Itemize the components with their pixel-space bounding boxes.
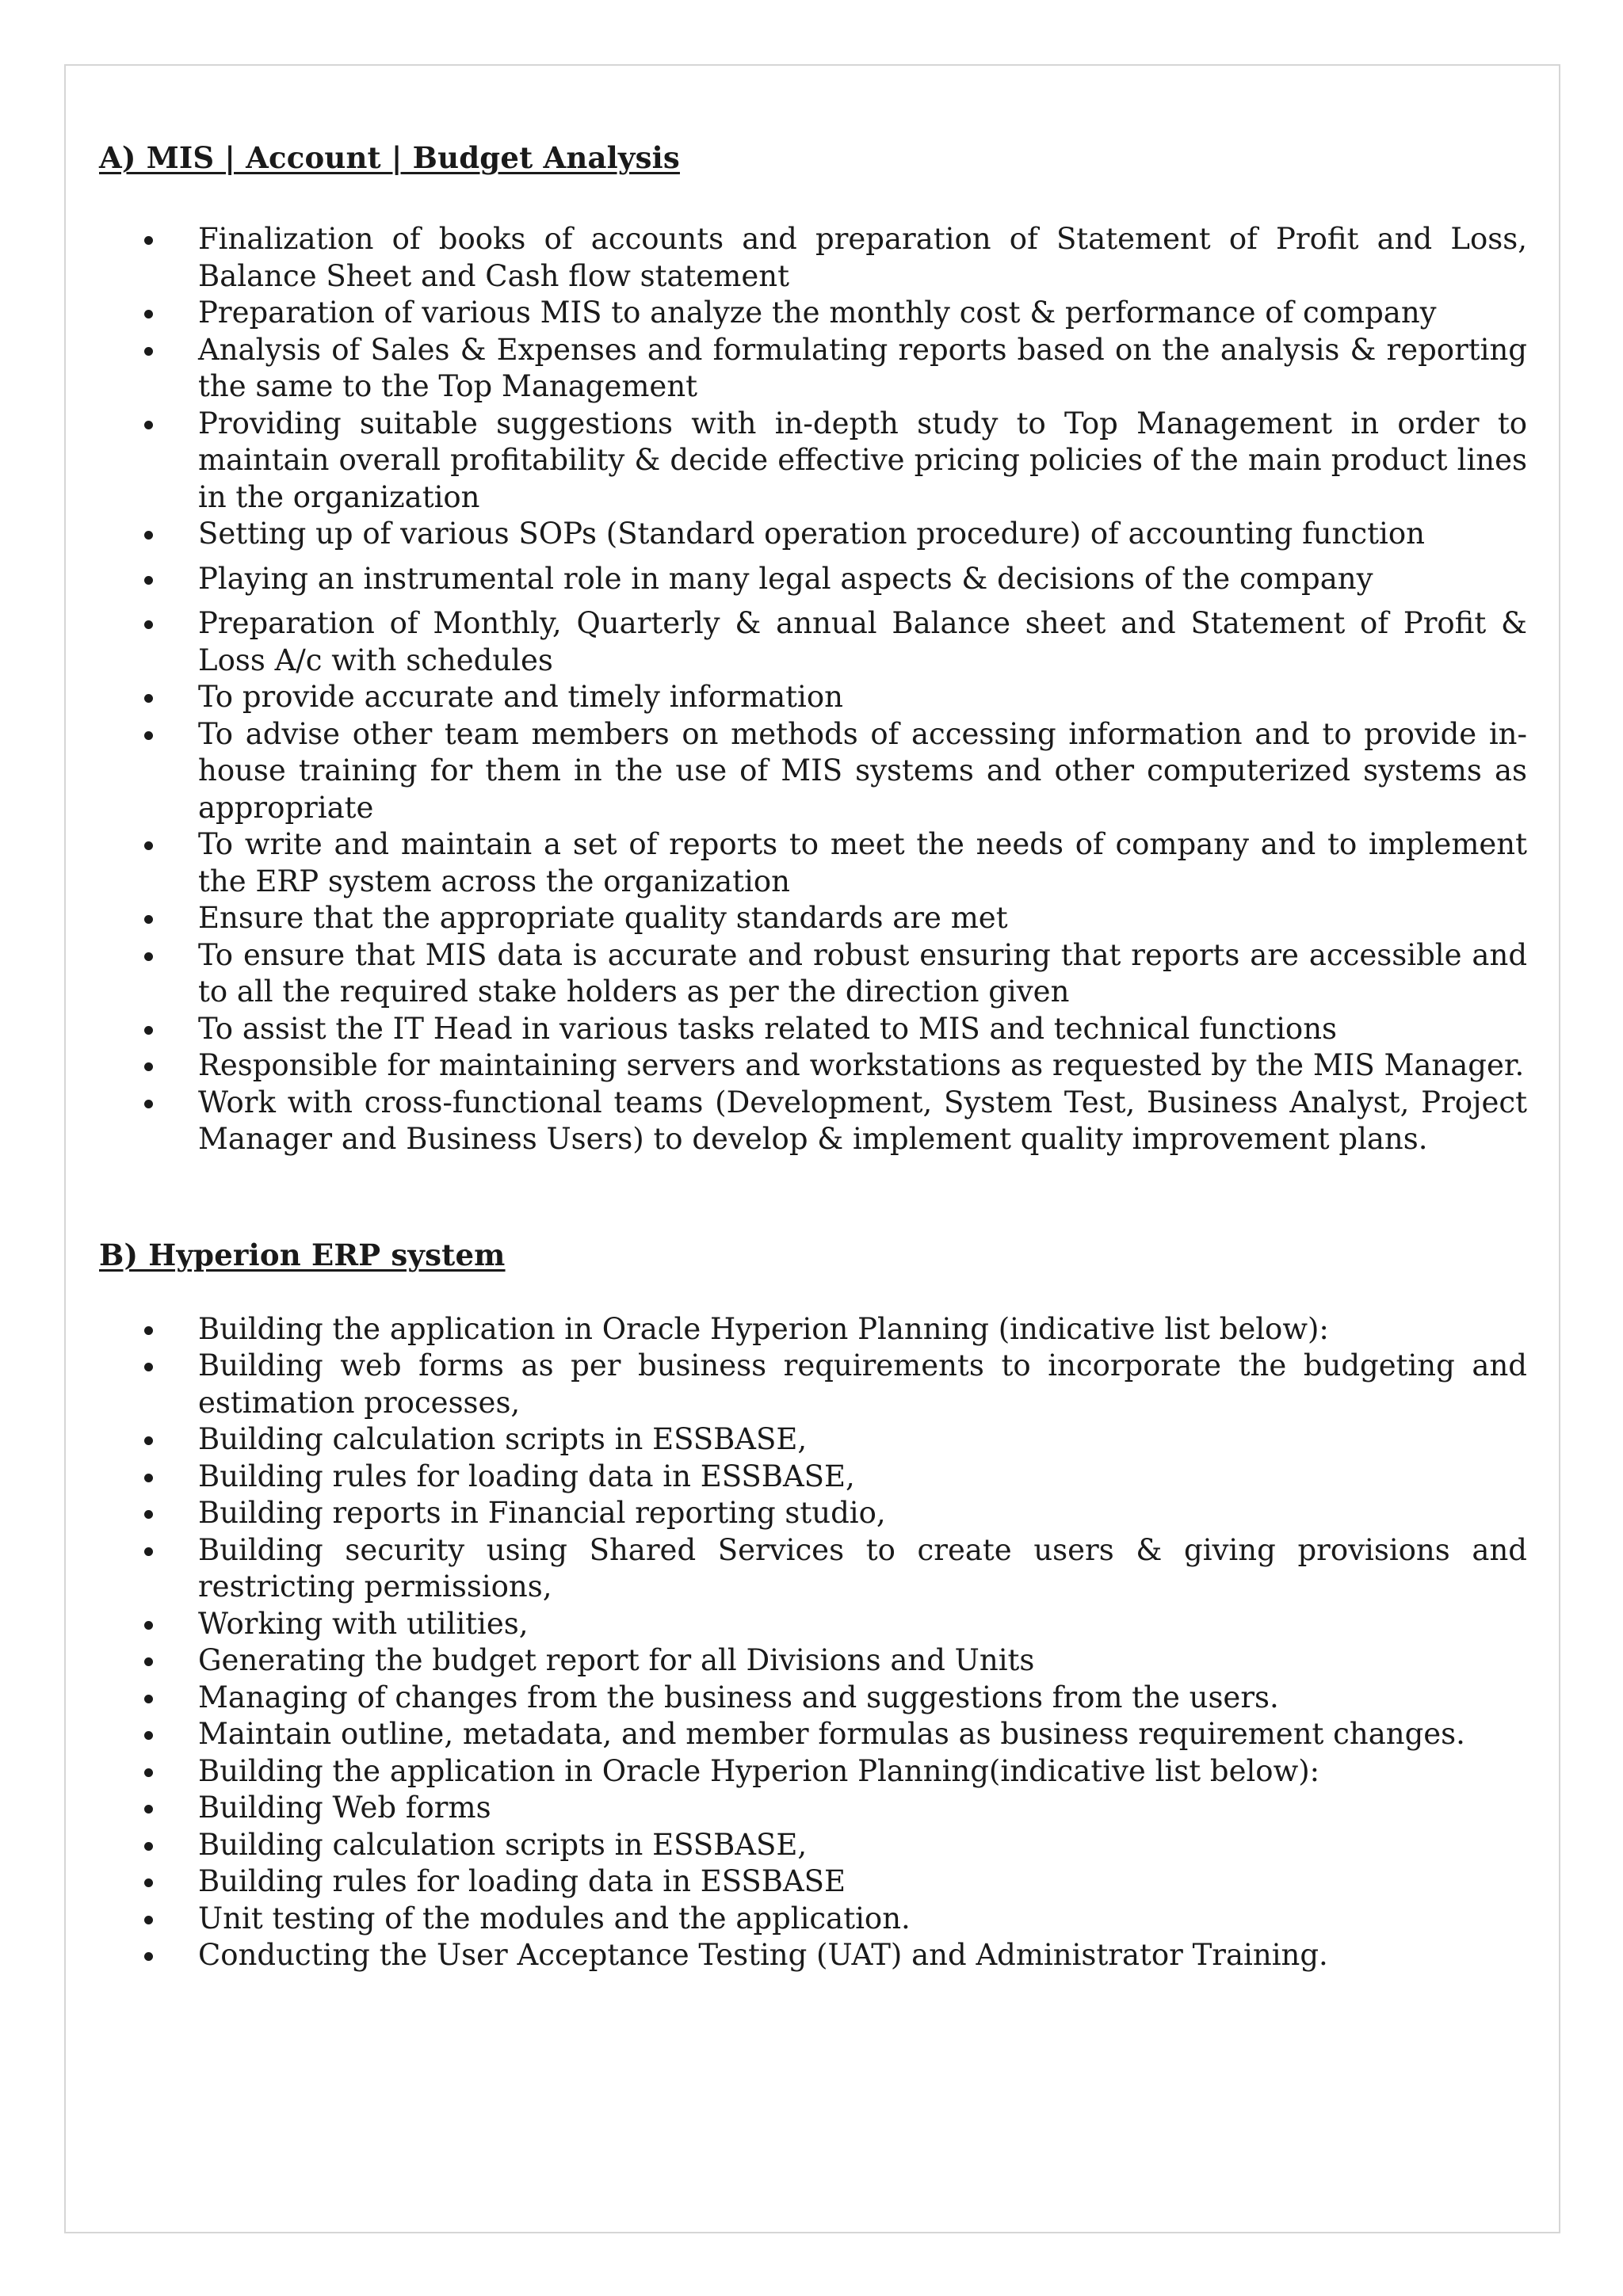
list-item: Building calculation scripts in ESSBASE,	[99, 1827, 1527, 1864]
bullet-icon	[144, 620, 153, 629]
list-item: Analysis of Sales & Expenses and formulating reports based on the analysis & reporting the same to the Top Management	[99, 332, 1527, 406]
list-item: Finalization of books of accounts and preparation of Statement of Profit and Loss, Balance Sheet and Cash flow statement	[99, 221, 1527, 295]
bullet-icon	[144, 952, 153, 961]
bullet-icon	[144, 841, 153, 850]
list-item: Preparation of various MIS to analyze the monthly cost & performance of company	[99, 295, 1527, 332]
list-item: Building security using Shared Services to create users & giving provisions and restricting permissions,	[99, 1532, 1527, 1606]
document-body	[99, 133, 1527, 1974]
list-item: Preparation of Monthly, Quarterly & annual Balance sheet and Statement of Profit & Loss A/c with schedules	[99, 605, 1527, 679]
bullet-list	[99, 1311, 1527, 1974]
bullet-icon	[144, 347, 153, 356]
bullet-icon	[144, 531, 153, 540]
bullet-icon	[144, 576, 153, 585]
bullet-icon	[144, 1768, 153, 1777]
bullet-icon	[144, 1363, 153, 1371]
list-item: Building the application in Oracle Hyperion Planning (indicative list below):	[99, 1311, 1527, 1348]
bullet-icon	[144, 1952, 153, 1961]
bullet-icon	[144, 310, 153, 318]
bullet-list	[99, 221, 1527, 1158]
list-item: Building the application in Oracle Hyperion Planning(indicative list below):	[99, 1753, 1527, 1791]
bullet-icon	[144, 1731, 153, 1740]
list-item: To advise other team members on methods of accessing information and to provide in-house training for them in the use of MIS systems and other computerized systems as appropriate	[99, 716, 1527, 827]
list-item: Building rules for loading data in ESSBASE,	[99, 1459, 1527, 1496]
bullet-icon	[144, 731, 153, 740]
list-item: To provide accurate and timely information	[99, 679, 1527, 716]
bullet-icon	[144, 1805, 153, 1814]
section-heading: B) Hyperion ERP system	[99, 1237, 506, 1272]
list-item: Building web forms as per business requirements to incorporate the budgeting and estimation processes,	[99, 1348, 1527, 1421]
bullet-icon	[144, 1326, 153, 1335]
bullet-icon	[144, 694, 153, 703]
list-item: Building rules for loading data in ESSBASE	[99, 1863, 1527, 1901]
bullet-icon	[144, 1474, 153, 1482]
section-hyperion-erp	[99, 1230, 1527, 1974]
bullet-icon	[144, 1657, 153, 1666]
list-item: To ensure that MIS data is accurate and robust ensuring that reports are accessible and to all the required stake holders as per the direction given	[99, 937, 1527, 1011]
list-item: Providing suitable suggestions with in-depth study to Top Management in order to maintain overall profitability & decide effective pricing policies of the main product lines in the organization	[99, 406, 1527, 517]
bullet-icon	[144, 1100, 153, 1108]
bullet-icon	[144, 1510, 153, 1519]
bullet-icon	[144, 1842, 153, 1851]
section-mis-account-budget	[99, 133, 1527, 1158]
list-item: Setting up of various SOPs (Standard operation procedure) of accounting function	[99, 516, 1527, 553]
list-item: To write and maintain a set of reports to meet the needs of company and to implement the ERP system across the organization	[99, 826, 1527, 900]
bullet-icon	[144, 236, 153, 245]
bullet-icon	[144, 1878, 153, 1887]
bullet-icon	[144, 1695, 153, 1703]
list-item: Generating the budget report for all Divisions and Units	[99, 1642, 1527, 1680]
list-item: Working with utilities,	[99, 1606, 1527, 1643]
bullet-icon	[144, 1547, 153, 1556]
bullet-icon	[144, 421, 153, 429]
list-item: Work with cross-functional teams (Development, System Test, Business Analyst, Project Manager and Business Users) to develop & implement quality improvement plans.	[99, 1085, 1527, 1158]
bullet-icon	[144, 1916, 153, 1924]
bullet-icon	[144, 1436, 153, 1445]
list-item: Ensure that the appropriate quality standards are met	[99, 900, 1527, 937]
list-item: Building Web forms	[99, 1790, 1527, 1827]
list-item: Responsible for maintaining servers and workstations as requested by the MIS Manager.	[99, 1047, 1527, 1085]
bullet-icon	[144, 915, 153, 924]
list-item: Managing of changes from the business and suggestions from the users.	[99, 1680, 1527, 1717]
list-item: Playing an instrumental role in many legal aspects & decisions of the company	[99, 561, 1527, 598]
list-item: Maintain outline, metadata, and member formulas as business requirement changes.	[99, 1716, 1527, 1753]
list-item: To assist the IT Head in various tasks related to MIS and technical functions	[99, 1011, 1527, 1048]
bullet-icon	[144, 1062, 153, 1071]
list-item: Conducting the User Acceptance Testing (UAT) and Administrator Training.	[99, 1937, 1527, 1974]
section-heading: A) MIS | Account | Budget Analysis	[99, 140, 680, 175]
bullet-icon	[144, 1026, 153, 1035]
bullet-icon	[144, 1621, 153, 1630]
list-item: Unit testing of the modules and the application.	[99, 1901, 1527, 1938]
list-item: Building reports in Financial reporting studio,	[99, 1495, 1527, 1532]
list-item: Building calculation scripts in ESSBASE,	[99, 1421, 1527, 1459]
